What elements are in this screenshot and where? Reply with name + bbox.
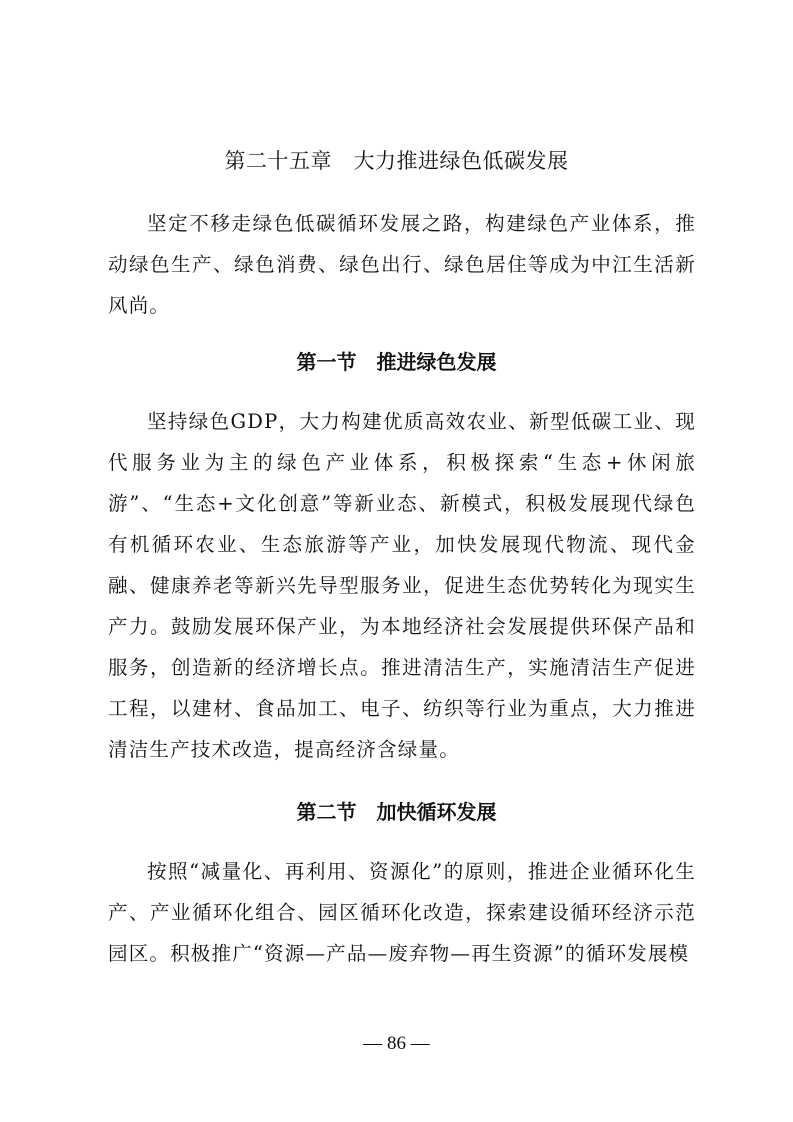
- chapter-title: 第二十五章 大力推进绿色低碳发展: [224, 149, 569, 173]
- page-number: — 86 —: [363, 1033, 430, 1054]
- section-2-paragraph: 按照“减量化、再利用、资源化”的原则，推进企业循环化生产、产业循环化组合、园区循环化改造，探索建设循环经济示范园区。积极推广“资源—产品—废弃物—再生资源”的循环发展模: [108, 860, 696, 965]
- section-1-paragraph: 坚持绿色GDP，大力构建优质高效农业、新型低碳工业、现代服务业为主的绿色产业体系，积极探索“生态+休闲旅游”、“生态+文化创意”等新业态、新模式，积极发展现代绿色有机循环农业、生态旅游等产业，加快发展现代物流、现代金融、健康养老等新兴先导型服务业，促进生态优势转化为现实生产力。鼓励发展环保产业，为本地经济社会发展提供环保产品和服务，创造新的经济增长点。推进清洁生产，实施清洁生产促进工程，以建材、食品加工、电子、纺织等行业为重点，大力推进清洁生产技术改造，提高经济含绿量。: [108, 410, 696, 761]
- section-title-2: 第二节 加快循环发展: [296, 800, 497, 824]
- section-title-1: 第一节 推进绿色发展: [296, 350, 497, 374]
- chapter-intro-paragraph: 坚定不移走绿色低碳循环发展之路，构建绿色产业体系，推动绿色生产、绿色消费、绿色出行、绿色居住等成为中江生活新风尚。: [108, 212, 696, 317]
